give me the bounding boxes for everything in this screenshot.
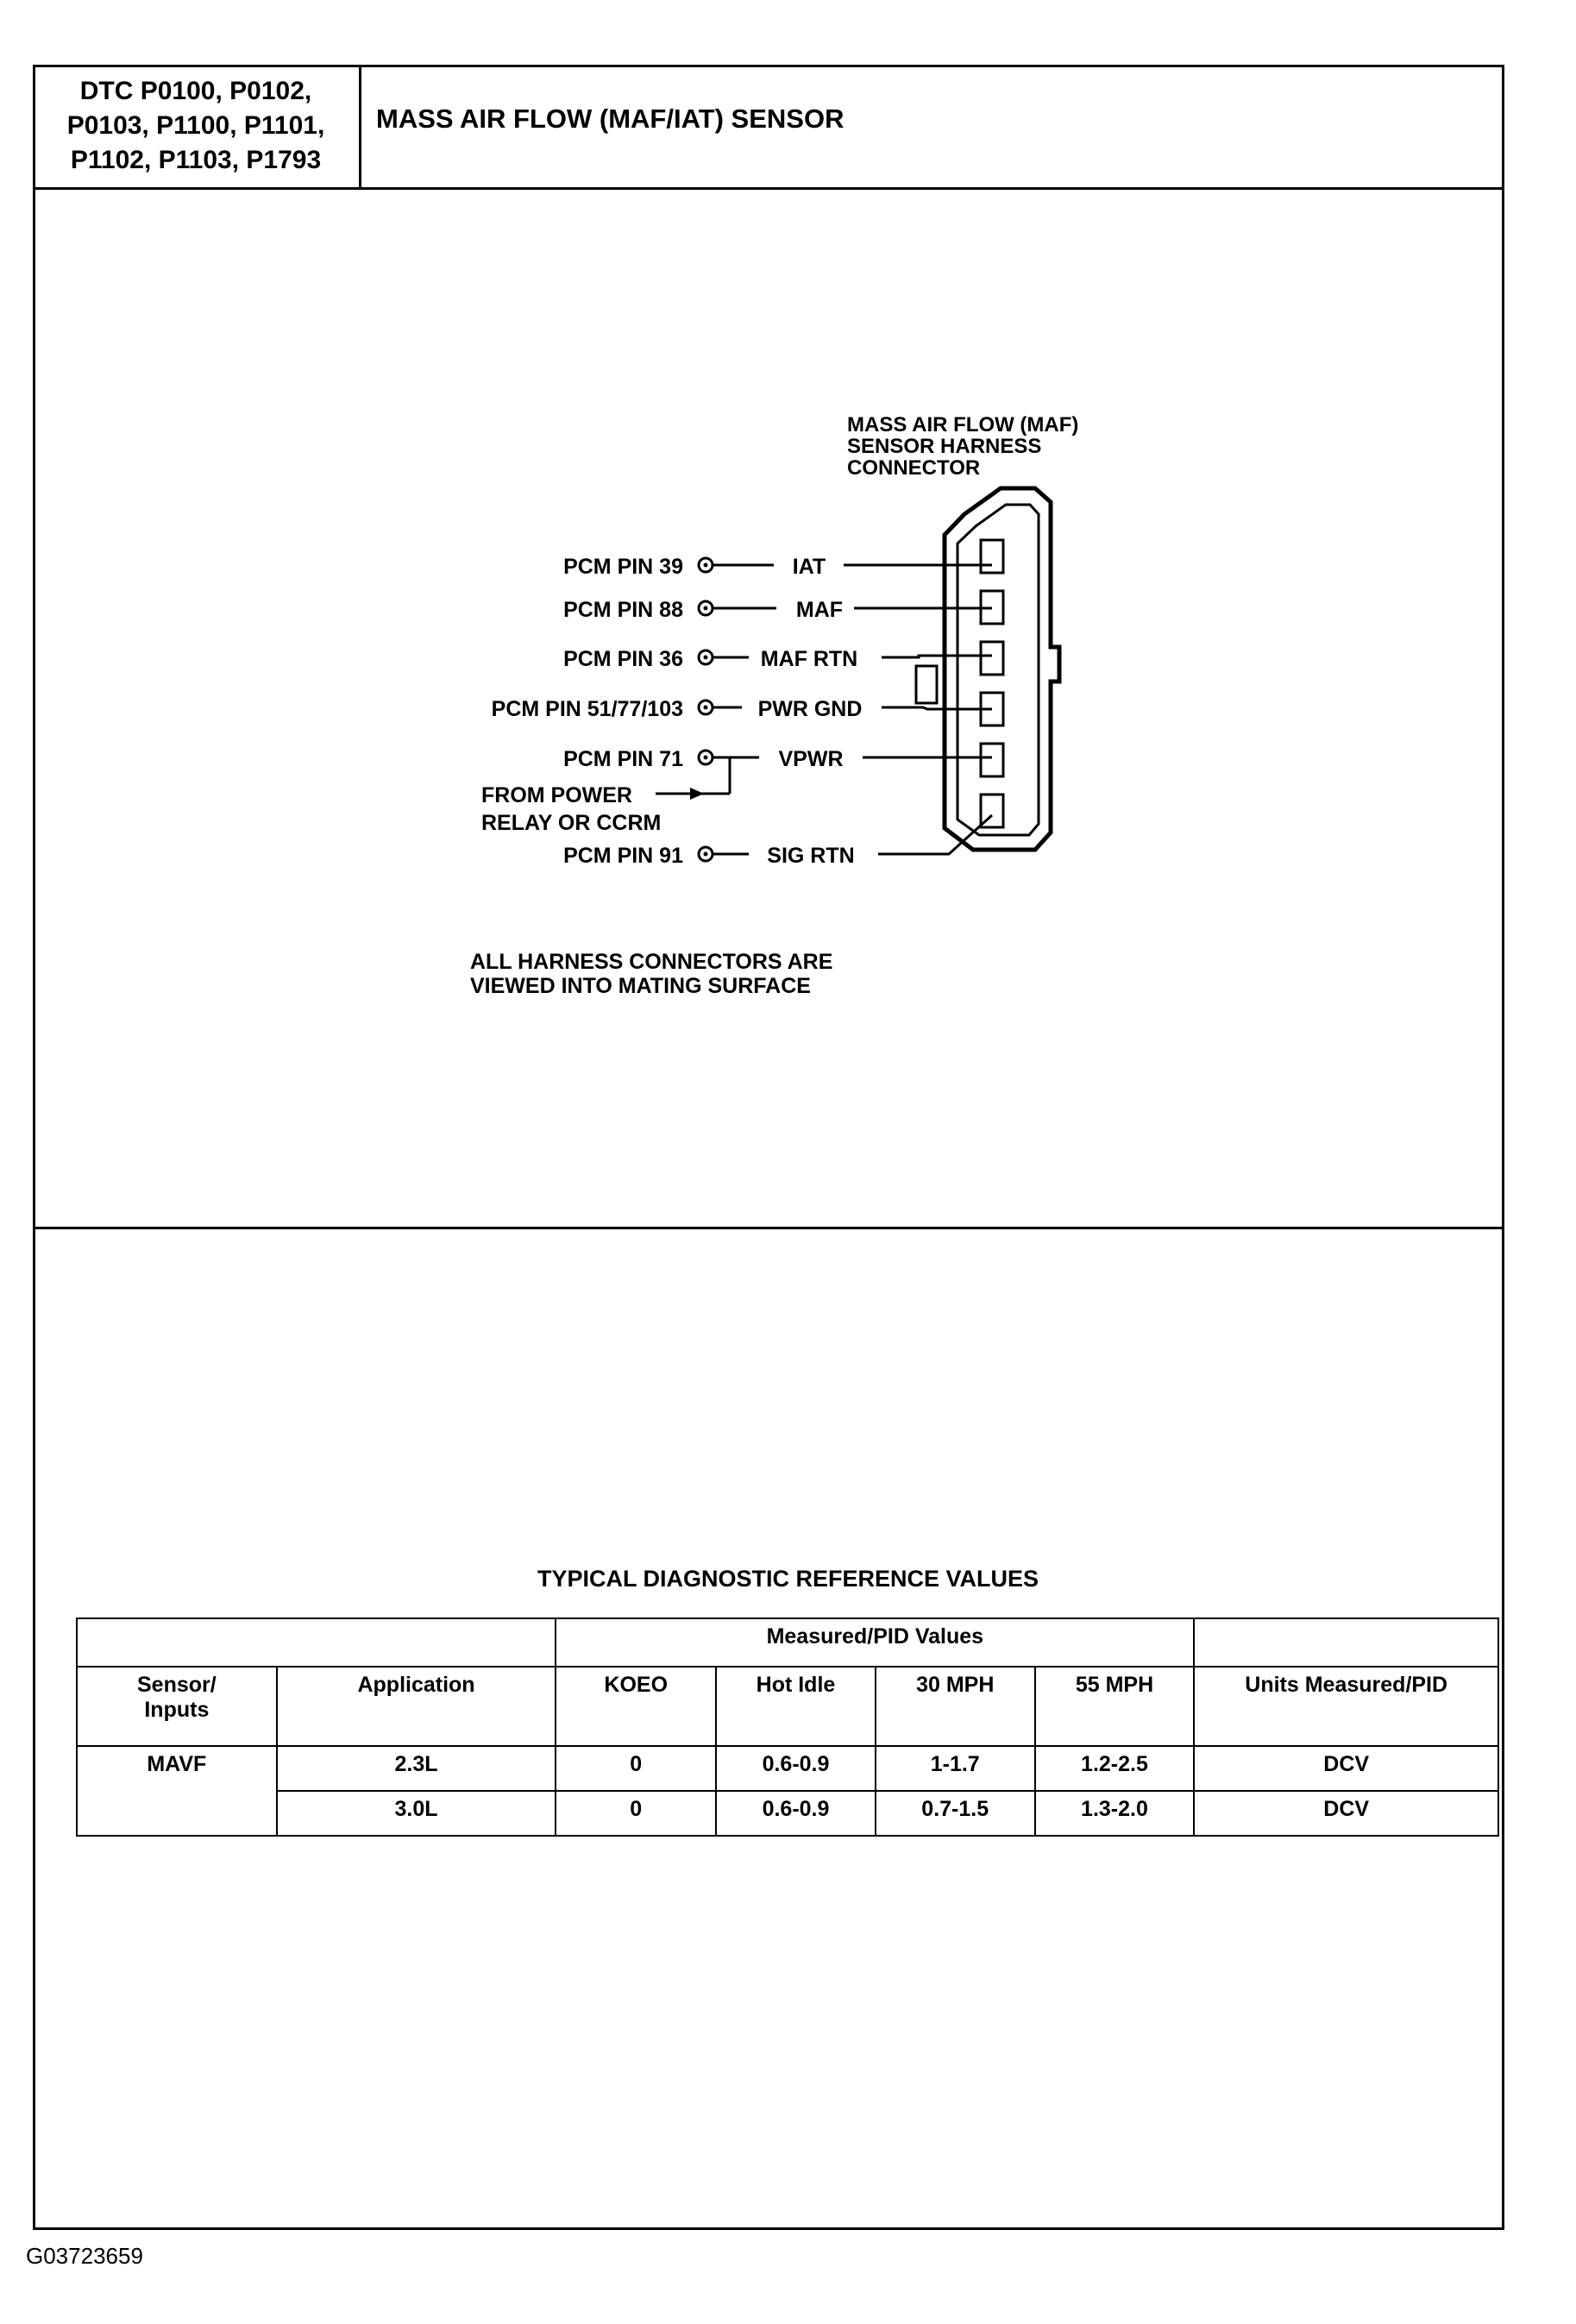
table-row <box>77 1791 1498 1836</box>
hot-idle-cell: 0.6-0.9 <box>716 1791 876 1836</box>
header-sensor: Sensor/ Inputs <box>77 1667 277 1746</box>
connector-label-line-2: SENSOR HARNESS <box>847 435 1042 458</box>
cavity-5 <box>981 744 1003 776</box>
header-55-mph: 55 MPH <box>1035 1667 1195 1746</box>
circuit-label: SIG RTN <box>767 844 855 868</box>
sensor-cell: MAVF <box>77 1746 277 1836</box>
group-header: Measured/PID Values <box>556 1618 1194 1667</box>
viewing-note-line-1: ALL HARNESS CONNECTORS ARE <box>470 950 833 974</box>
header-30-mph: 30 MPH <box>876 1667 1035 1746</box>
application-cell: 2.3L <box>277 1746 556 1791</box>
pcm-pin-label: PCM PIN 88 <box>563 598 683 622</box>
koeo-cell: 0 <box>556 1791 716 1836</box>
power-source-line-1: FROM POWER <box>481 783 632 807</box>
units-cell: DCV <box>1194 1746 1498 1791</box>
pcm-pin-label: PCM PIN 51/77/103 <box>491 697 683 721</box>
circuit-label: MAF <box>795 598 844 622</box>
dtc-line-1: DTC P0100, P0102, <box>79 77 312 105</box>
table-row <box>77 1746 1498 1791</box>
circuit-label: IAT <box>792 555 826 579</box>
mph30-cell: 0.7-1.5 <box>876 1791 1035 1836</box>
pcm-pin-label: PCM PIN 39 <box>563 555 683 579</box>
connector-label-line-3: CONNECTOR <box>847 456 981 480</box>
cavity-3 <box>981 642 1003 675</box>
connector-label-line-1: MASS AIR FLOW (MAF) <box>847 413 1079 437</box>
header-koeo: KOEO <box>556 1667 716 1746</box>
units-cell: DCV <box>1194 1791 1498 1836</box>
header-hot-idle: Hot Idle <box>716 1667 876 1746</box>
header-application: Application <box>277 1667 556 1746</box>
header-units: Units Measured/PID <box>1194 1667 1498 1746</box>
figure-id: G03723659 <box>26 2243 143 2269</box>
power-source-line-2: RELAY OR CCRM <box>481 811 662 835</box>
koeo-cell: 0 <box>556 1746 716 1791</box>
arrow-icon <box>690 788 704 800</box>
dtc-line-3: P1102, P1103, P1793 <box>70 146 322 174</box>
page-title: MASS AIR FLOW (MAF/IAT) SENSOR <box>376 104 845 134</box>
section-divider <box>33 1227 1504 1229</box>
mph55-cell: 1.3-2.0 <box>1035 1791 1195 1836</box>
connector-cavities <box>981 540 1003 827</box>
pcm-pin-label: PCM PIN 36 <box>563 647 683 671</box>
dtc-line-2: P0103, P1100, P1101, <box>66 111 325 140</box>
hot-idle-cell: 0.6-0.9 <box>716 1746 876 1791</box>
reference-values-table <box>76 1617 1499 1837</box>
circuit-label: VPWR <box>778 747 844 771</box>
cavity-1 <box>981 540 1003 573</box>
circuit-label: PWR GND <box>757 697 863 721</box>
mph55-cell: 1.2-2.5 <box>1035 1746 1195 1791</box>
circuit-label: MAF RTN <box>760 647 858 671</box>
pcm-pin-label: PCM PIN 91 <box>563 844 683 868</box>
viewing-note-line-2: VIEWED INTO MATING SURFACE <box>470 974 811 998</box>
table-header-row <box>77 1667 1498 1746</box>
table-row <box>77 1618 1498 1667</box>
pcm-pin-label: PCM PIN 71 <box>563 747 683 771</box>
mph30-cell: 1-1.7 <box>876 1746 1035 1791</box>
reference-table-title: TYPICAL DIAGNOSTIC REFERENCE VALUES <box>537 1566 1039 1592</box>
application-cell: 3.0L <box>277 1791 556 1836</box>
